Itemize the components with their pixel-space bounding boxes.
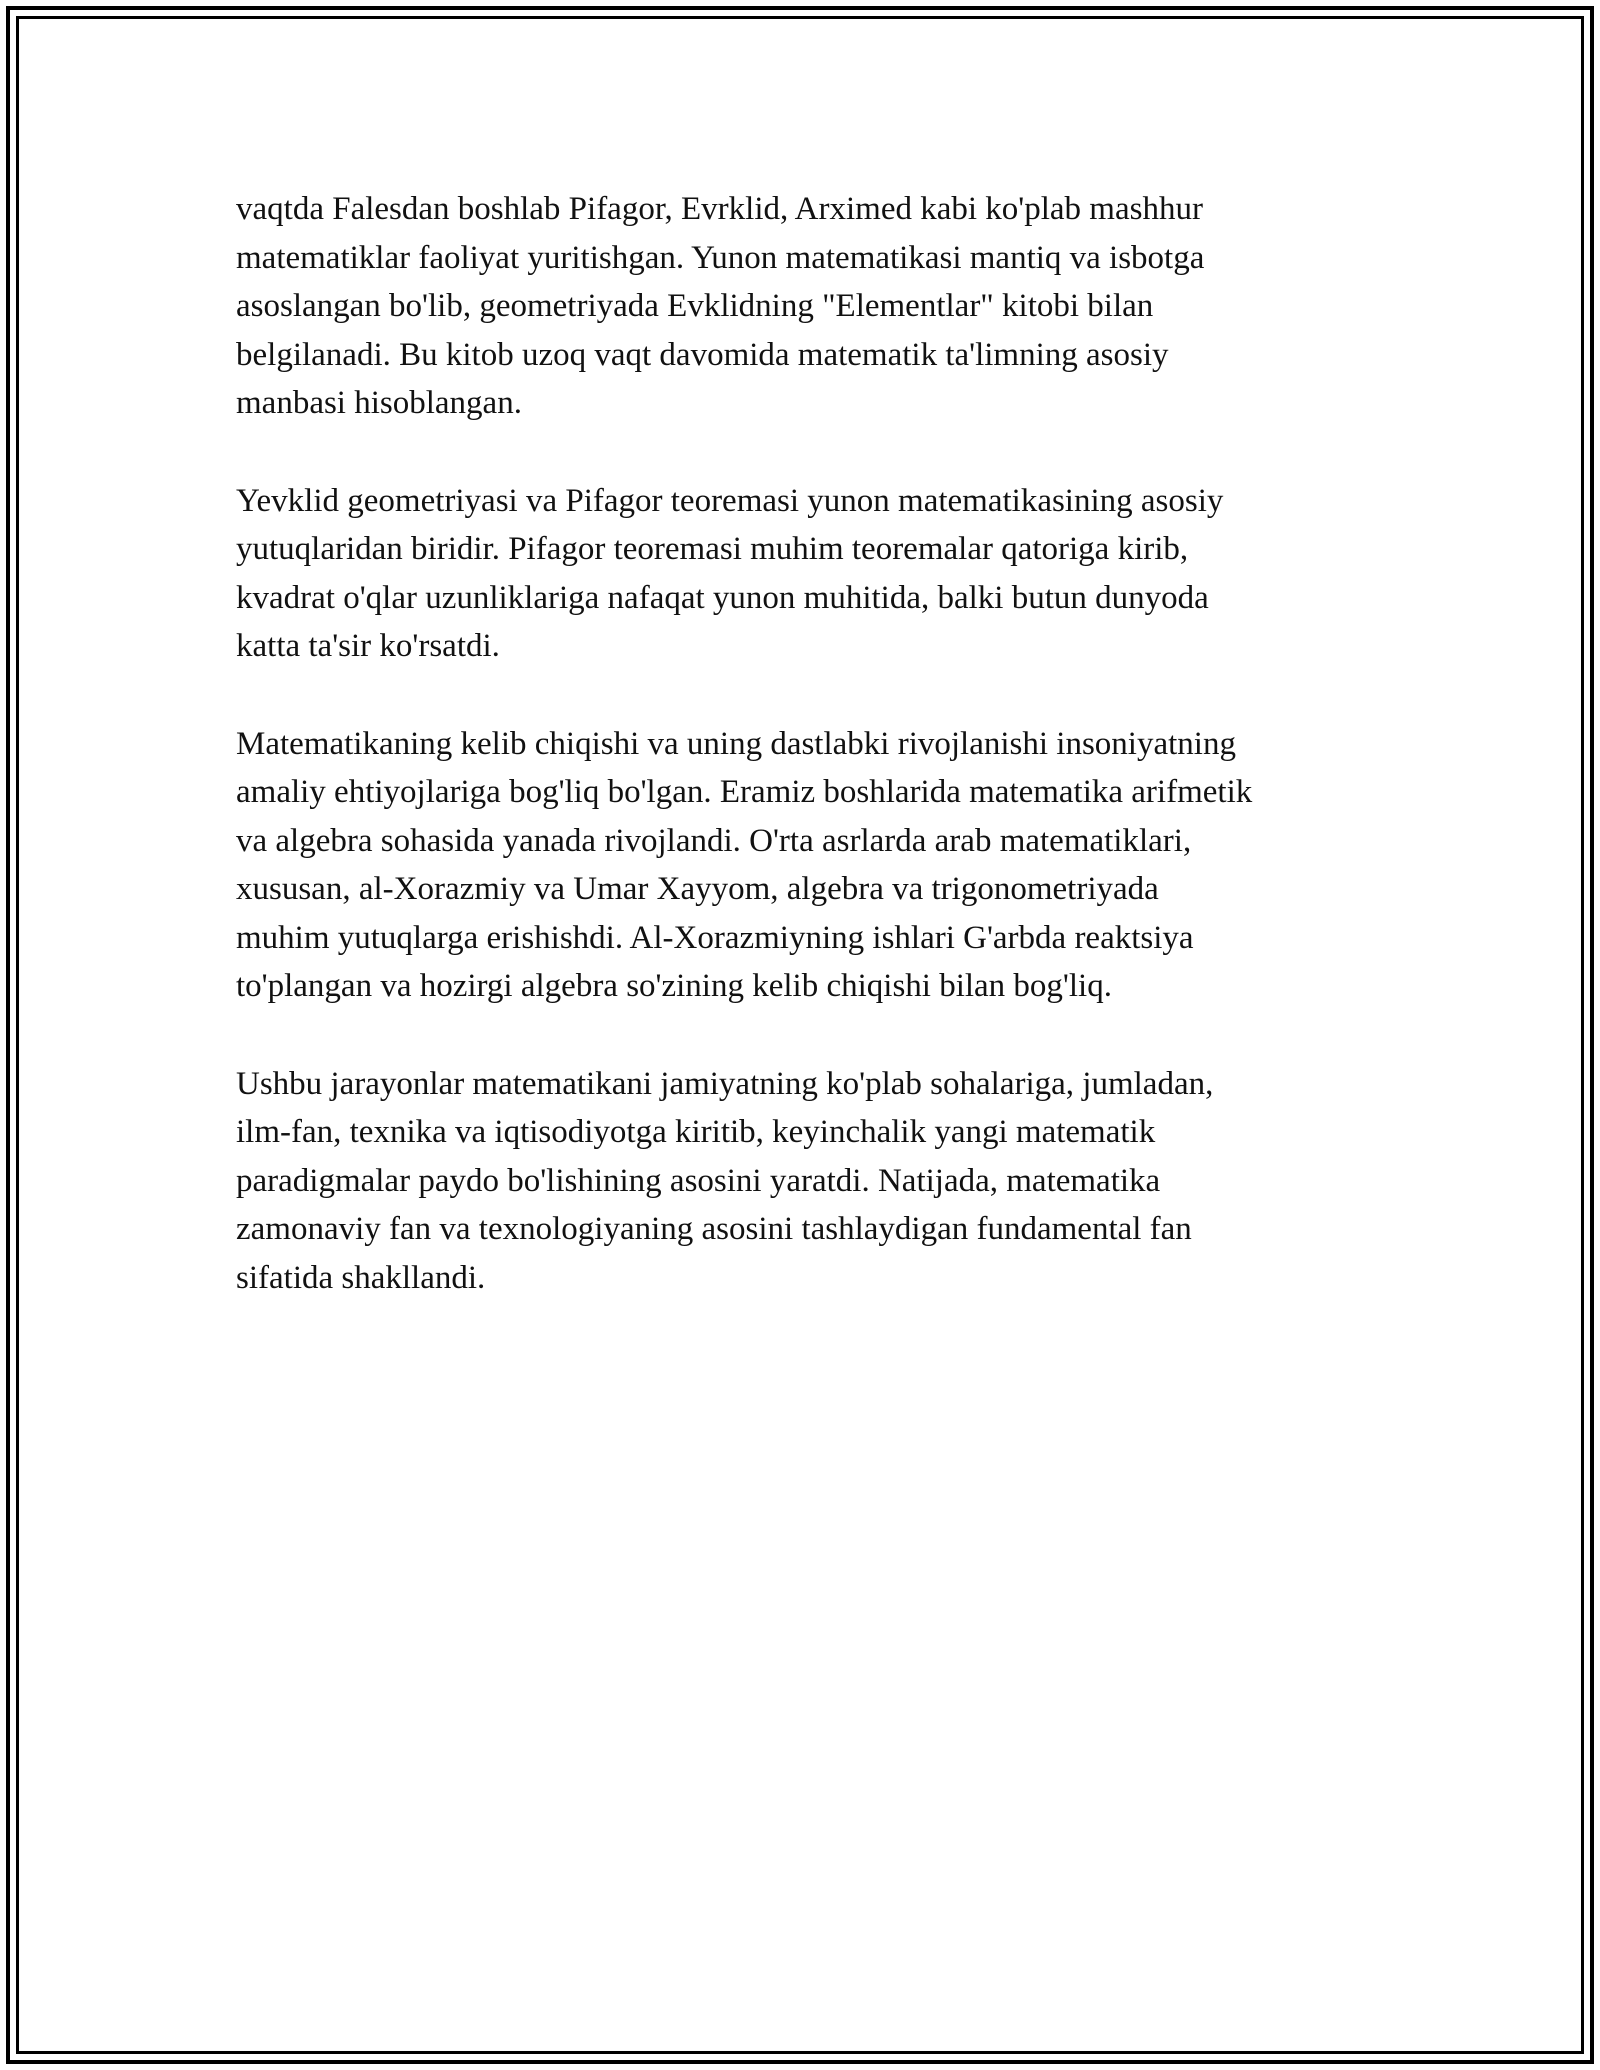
text-line: sifatida shakllandi. <box>236 1259 486 1296</box>
text-line: Matematikaning kelib chiqishi va uning dastlabki rivojlanishi insoniyatning <box>236 725 1236 762</box>
paragraph-3 <box>236 720 1386 1011</box>
text-line: katta ta'sir ko'rsatdi. <box>236 628 500 664</box>
text-line: zamonaviy fan va texnologiyaning asosini tashlaydigan fundamental fan <box>236 1211 1192 1247</box>
text-line: manbasi hisoblangan. <box>236 385 522 421</box>
text-line: vaqtda Falesdan boshlab Pifagor, Evrklid, Arximed kabi ko'plab mashhur <box>236 191 1203 227</box>
text-line: yutuqlaridan biridir. Pifagor teoremasi muhim teoremalar qatoriga kirib, <box>236 531 1189 567</box>
text-line: to'plangan va hozirgi algebra so'zining kelib chiqishi bilan bog'liq. <box>236 968 1112 1004</box>
text-line: Ushbu jarayonlar matematikani jamiyatning ko'plab sohalariga, jumladan, <box>236 1065 1214 1102</box>
text-line: belgilanadi. Bu kitob uzoq vaqt davomida matematik ta'limning asosiy <box>236 336 1169 373</box>
paragraph-2 <box>236 477 1386 671</box>
paragraph-1 <box>236 185 1386 428</box>
text-line: xususan, al-Xorazmiy va Umar Xayyom, algebra va trigonometriyada <box>236 871 1159 907</box>
text-line: Yevklid geometriyasi va Pifagor teoremasi yunon matematikasining asosiy <box>236 482 1224 519</box>
text-line: va algebra sohasida yanada rivojlandi. O'rta asrlarda arab matematiklari, <box>236 822 1192 859</box>
text-line: asoslangan bo'lib, geometriyada Evklidning "Elementlar" kitobi bilan <box>236 288 1154 324</box>
text-line: matematiklar faoliyat yuritishgan. Yunon matematikasi mantiq va isbotga <box>236 239 1205 276</box>
text-line: kvadrat o'qlar uzunliklariga nafaqat yunon muhitida, balki butun dunyoda <box>236 579 1209 616</box>
paragraph-4 <box>236 1060 1386 1303</box>
document-body <box>236 185 1386 1351</box>
text-line: muhim yutuqlarga erishishdi. Al-Xorazmiyning ishlari G'arbda reaktsiya <box>236 919 1194 956</box>
text-line: amaliy ehtiyojlariga bog'liq bo'lgan. Eramiz boshlarida matematika arifmetik <box>236 774 1253 810</box>
text-line: paradigmalar paydo bo'lishining asosini yaratdi. Natijada, matematika <box>236 1162 1161 1199</box>
text-line: ilm-fan, texnika va iqtisodiyotga kiritib, keyinchalik yangi matematik <box>236 1114 1156 1150</box>
